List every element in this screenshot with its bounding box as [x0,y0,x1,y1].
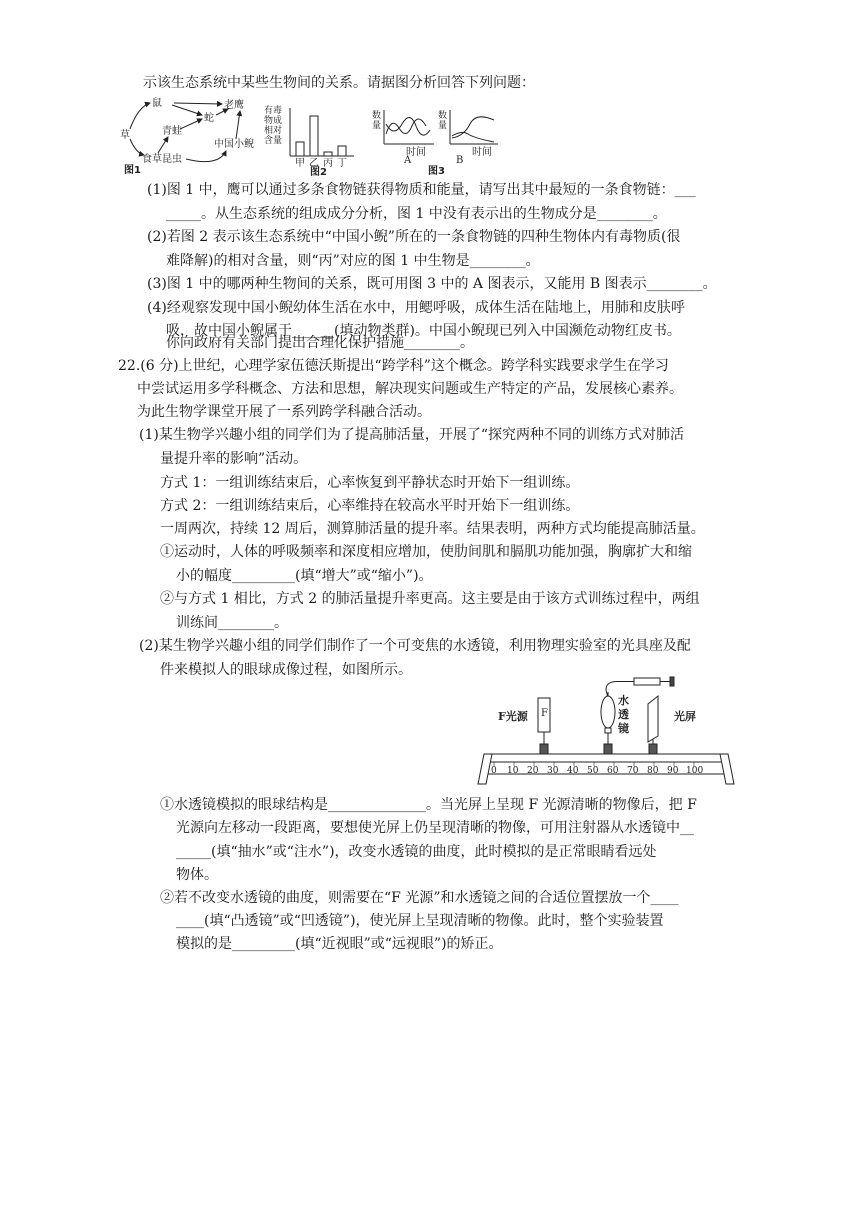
fig2-ylabel-4: 含量 [264,136,283,146]
q21-part4-line2: 吸，故中国小鲵属于______(填动物类群)。中国小鲵现已列入中国濒危动物红皮书。 [166,323,681,339]
fig3-b-xlabel: 时间 [472,147,492,158]
scale-60: 60 [607,766,619,776]
fig3-a-label: A [404,155,412,166]
fig2-cat-bing: 丙 [323,158,333,169]
scale-90: 90 [667,766,679,776]
fig2-cat-yi: 乙 [309,158,319,169]
fig2-bar-bing [324,152,332,156]
q22-optics2-line1: ②若不改变水透镜的曲度，则需要在“F 光源”和水透镜之间的合适位置摆放一个____ [160,890,679,906]
fig2-ylabel-3: 相对 [264,126,283,136]
q21-part3: (3)图 1 中的哪两种生物间的关系，既可用图 3 中的 A 图表示，又能用 B 图表示________。 [147,276,717,292]
f-light-source [538,698,550,754]
q22-optics2-line3: 模拟的是_________(填“近视眼”或“远视眼”)的矫正。 [176,936,503,952]
q22-method3: 一周两次，持续 12 周后，测算肺活量的提升率。结果表明，两种方式均能提高肺活量。 [160,521,705,537]
q22-method1: 方式 1：一组训练结束后，心率恢复到平静状态时开始下一组训练。 [160,475,580,491]
fig1-node-grass: 草 [120,130,130,141]
scale-20: 20 [527,766,539,776]
fig1-node-eagle: 老鹰 [224,100,244,111]
fig2-caption: 图2 [310,167,327,176]
fig2-ylabel-1: 有毒 [264,106,283,116]
q22-stem-line1: 22.(6 分)上世纪，心理学家伍德沃斯提出“跨学科”这个概念。跨学科实践要求学生在学习 [118,358,669,374]
fig1-caption: 图1 [124,165,141,176]
fig3-b-label: B [456,155,464,166]
q22-sub1-line1: ①运动时，人体的呼吸频率和深度相应增加，使肋间肌和膈肌功能加强，胸廓扩大和缩 [160,544,692,560]
fig3-b-curve-1 [452,117,494,138]
q21-part4-line1: (4)经观察发现中国小鲵幼体生活在水中，用鳃呼吸，成体生活在陆地上，用肺和皮肤呼 [147,300,685,316]
figure-1-food-web [118,95,258,177]
fig3-a-ylabel-1: 数 [372,111,382,121]
fig3-b-ylabel-2: 量 [438,121,448,131]
fig3-b-curve-2 [452,132,494,142]
scale-0: 0 [491,766,497,776]
q22-part1-line2: 量提升率的影响”活动。 [160,451,308,467]
q22-sub1-line2: 小的幅度_________(填“增大”或“缩小”)。 [176,568,433,584]
q22-optics1-line1: ①水透镜模拟的眼球结构是______________。当光屏上呈现 F 光源清晰的物像后，把 F [160,797,697,813]
q22-part2-line2: 件来模拟人的眼球成像过程，如图所示。 [160,662,412,678]
q22-optics1-line3: _____(填“抽水”或“注水”)，改变水透镜的曲度，此时模拟的是正常眼睛看远处 [176,844,657,860]
scale-50: 50 [587,766,599,776]
q22-optics1-line4: 物体。 [176,867,218,883]
fig2-bar-jia [296,142,304,156]
scale-80: 80 [647,766,659,776]
scale-40: 40 [567,766,579,776]
label-f-light-source: F光源 [498,710,528,723]
syringe-icon [606,677,674,698]
q21-part1-line1: (1)图 1 中，鹰可以通过多条食物链获得物质和能量，请写出其中最短的一条食物链：___ [147,182,696,198]
intro-text: 示该生态系统中某些生物间的关系。请据图分析回答下列问题： [143,75,535,91]
fig3-caption: 图3 [428,166,445,176]
fig2-cat-ding: 丁 [337,158,347,169]
q21-part4-line3: 你向政府有关部门提出合理化保护措施________。 [166,335,474,351]
fig1-node-salamander: 中国小鲵 [214,139,254,150]
f-letter: F [541,708,548,719]
fig1-node-frog: 青蛙 [162,126,182,137]
q22-sub2-line1: ②与方式 1 相比，方式 2 的肺活量提升率更高。这主要是由于该方式训练过程中，两组 [160,591,700,607]
light-screen [648,696,658,754]
q22-stem-line2: 中尝试运用多学科概念、方法和思想，解决现实问题或生产特定的产品，发展核心素养。 [137,381,683,397]
optical-bench-figure [468,672,744,790]
q22-stem-line3: 为此生物学课堂开展了一系列跨学科融合活动。 [137,404,431,420]
fig2-bar-ding [338,146,346,156]
fig1-node-mouse: 鼠 [152,98,162,109]
scale-100: 100 [686,766,704,776]
fig1-node-snake: 蛇 [204,113,214,124]
fig3-a-curve-1 [386,119,426,134]
q21-part2-line2: 难降解)的相对含量，则“丙”对应的图 1 中生物是________。 [166,253,540,269]
water-lens [601,692,615,754]
scale-10: 10 [507,766,519,776]
fig3-a-ylabel-2: 量 [372,121,382,131]
fig1-node-insect: 食草昆虫 [142,154,182,165]
q22-sub2-line2: 训练间________。 [176,615,288,631]
scale-30: 30 [547,766,559,776]
label-screen: 光屏 [674,710,696,723]
q22-part1-line1: (1)某生物学兴趣小组的同学们为了提高肺活量，开展了“探究两种不同的训练方式对肺活 [139,427,684,443]
lens-label-1: 水 [618,694,629,707]
q21-part2-line1: (2)若图 2 表示该生态系统中“中国小鲵”所在的一条食物链的四种生物体内有毒物质(很 [147,229,681,245]
q22-optics2-line2: ____(填“凸透镜”或“凹透镜”)，使光屏上呈现清晰的物像。此时，整个实验装置 [176,913,664,929]
q22-optics1-line2: 光源向左移动一段距离，要想使光屏上仍呈现清晰的物像，可用注射器从水透镜中__ [176,820,694,836]
figure-3-population-curves [372,108,500,176]
lens-label-3: 镜 [618,722,629,735]
fig2-ylabel-2: 物成 [264,116,283,126]
q21-part1-line2: _____。从生态系统的组成成分分析，图 1 中没有表示出的生物成分是________。 [166,206,667,222]
q22-part2-line1: (2)某生物学兴趣小组的同学们制作了一个可变焦的水透镜，利用物理实验室的光具座及配 [139,638,691,654]
fig3-b-ylabel-1: 数 [438,111,448,121]
scale-70: 70 [627,766,639,776]
fig2-cat-jia: 甲 [295,158,305,169]
fig2-bar-yi [310,116,318,156]
lens-label-2: 透 [618,708,629,721]
figure-2-bar-chart [264,104,364,176]
q22-method2: 方式 2：一组训练结束后，心率维持在较高水平时开始下一组训练。 [160,498,580,514]
fig3-a-xlabel: 时间 [406,147,426,158]
